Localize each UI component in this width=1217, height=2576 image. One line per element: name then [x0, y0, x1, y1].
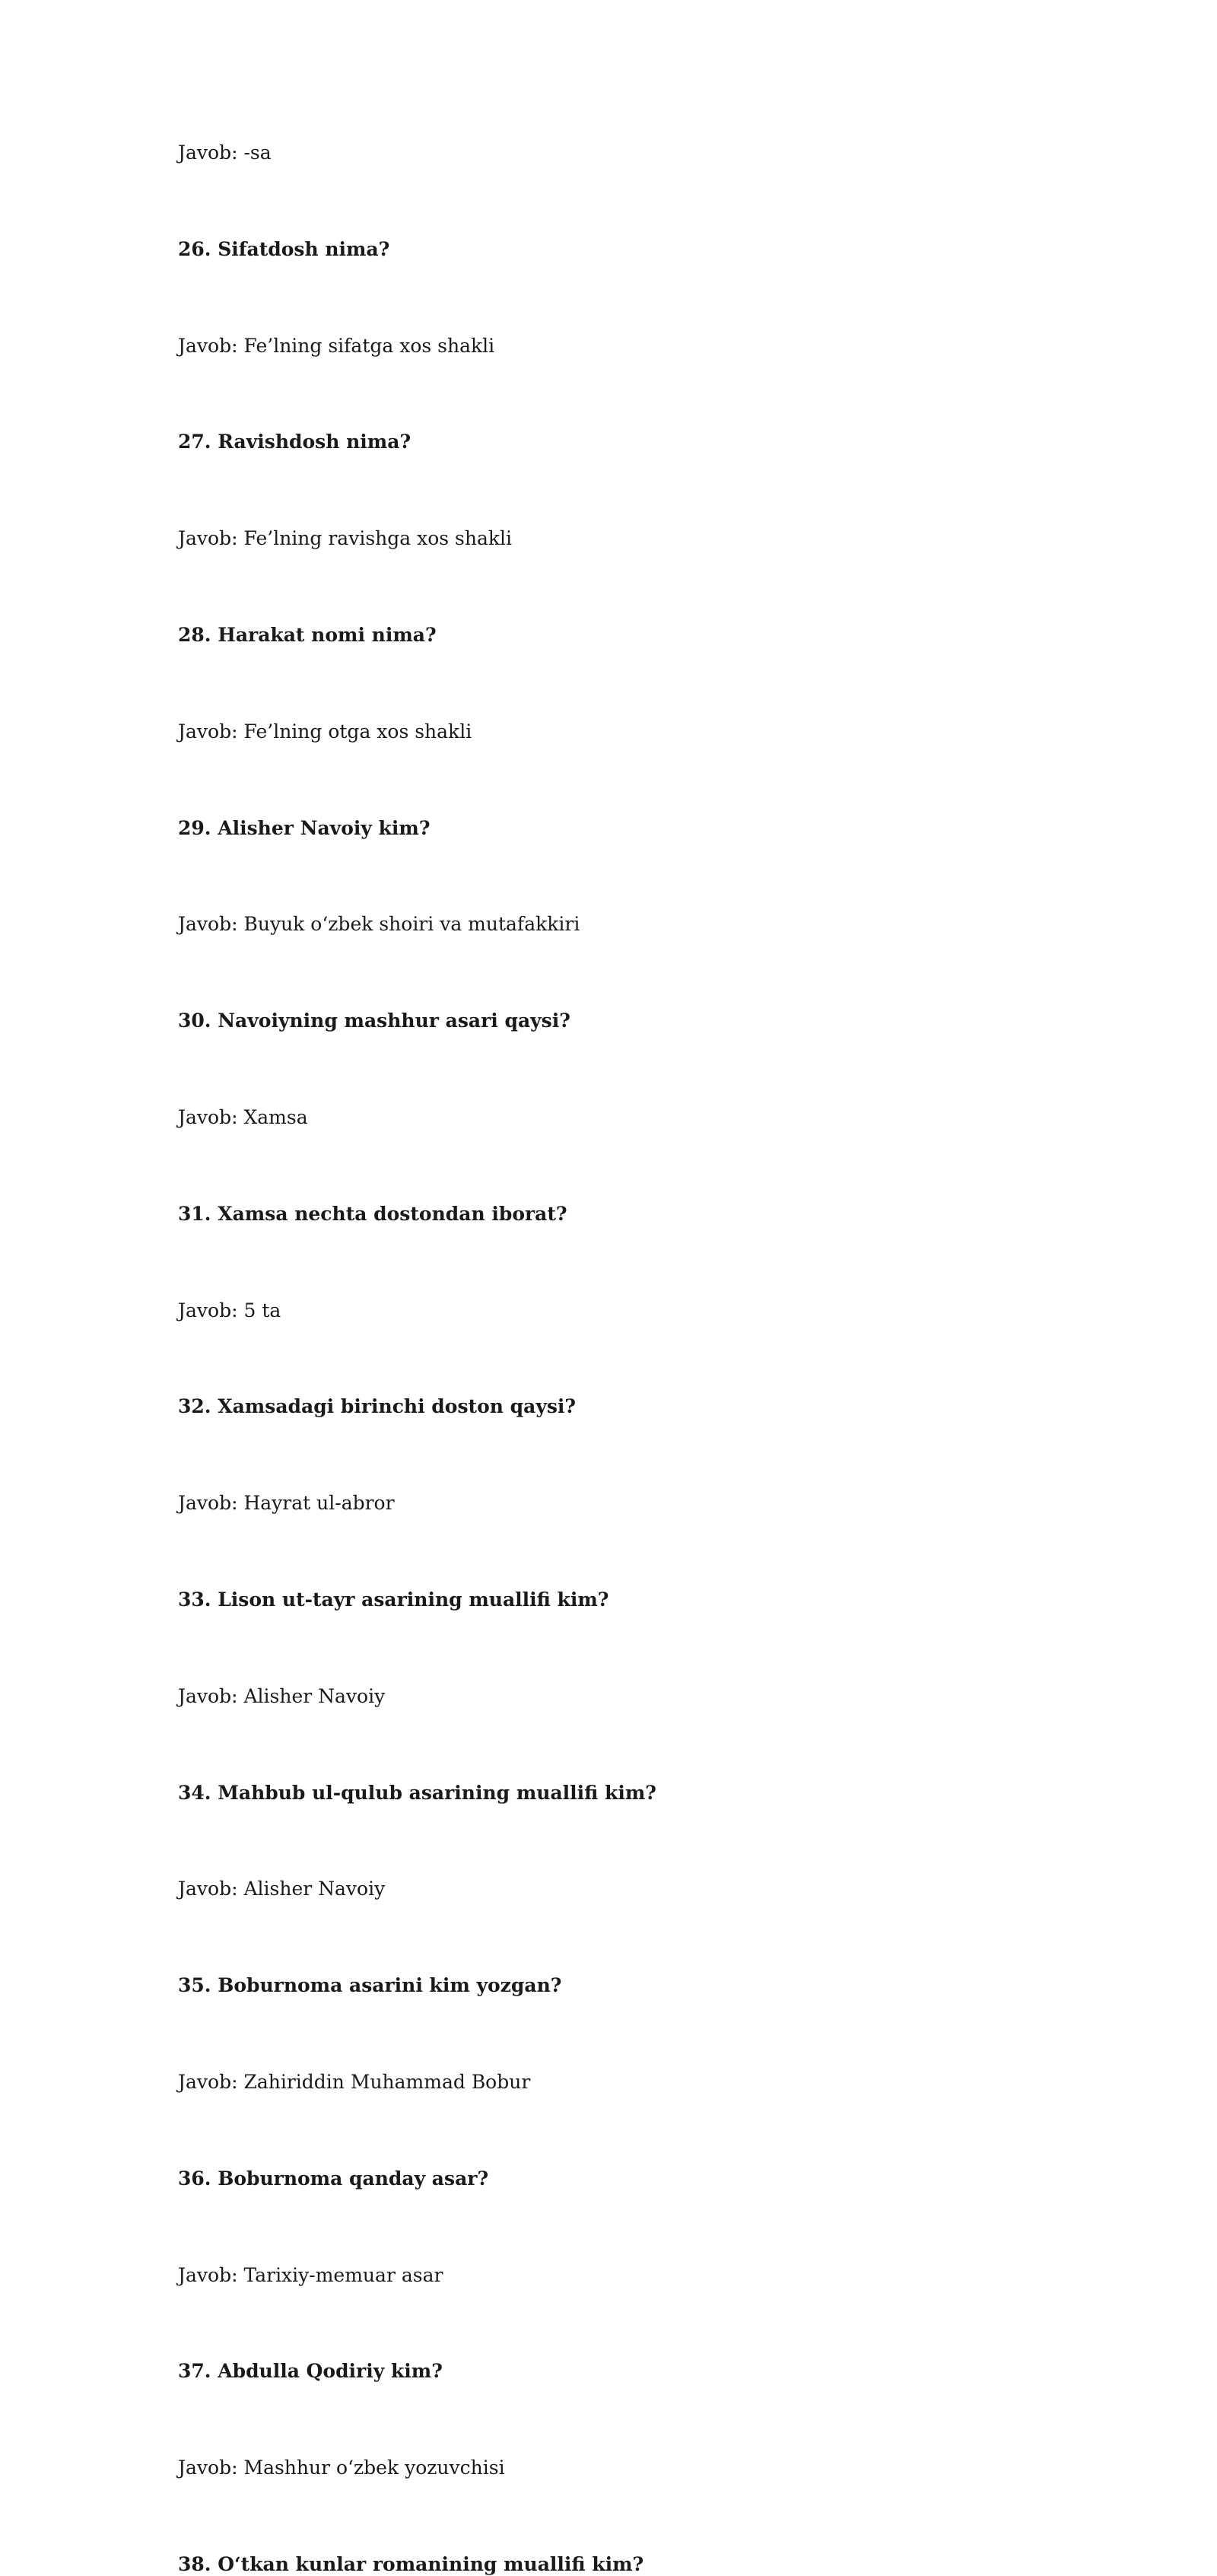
answer-line: Javob: Fe’lning ravishga xos shakli	[178, 527, 513, 550]
answer-line: Javob: Fe’lning sifatga xos shakli	[178, 334, 495, 357]
question-line: 36. Boburnoma qanday asar?	[178, 2167, 489, 2190]
question-line: 29. Alisher Navoiy kim?	[178, 816, 431, 839]
answer-line: Javob: 5 ta	[178, 1299, 281, 1321]
question-line: 33. Lison ut-tayr asarining muallifi kim?	[178, 1589, 609, 1611]
answer-line: Javob: Alisher Navoiy	[178, 1878, 386, 1900]
question-line: 32. Xamsadagi birinchi doston qaysi?	[178, 1395, 577, 1418]
answer-line: Javob: Fe’lning otga xos shakli	[178, 720, 472, 743]
answer-line: Javob: Xamsa	[178, 1106, 308, 1128]
question-line: 31. Xamsa nechta dostondan iborat?	[178, 1202, 567, 1225]
answer-line: Javob: Buyuk o‘zbek shoiri va mutafakkiri	[178, 913, 580, 936]
question-line: 35. Boburnoma asarini kim yozgan?	[178, 1974, 562, 1997]
question-line: 27. Ravishdosh nima?	[178, 431, 411, 453]
answer-line: Javob: Hayrat ul-abror	[178, 1492, 395, 1515]
answer-line: Javob: -sa	[178, 142, 272, 164]
question-line: 34. Mahbub ul-qulub asarining muallifi kim?	[178, 1781, 656, 1804]
question-line: 38. O‘tkan kunlar romanining muallifi kim?	[178, 2553, 644, 2575]
question-line: 28. Harakat nomi nima?	[178, 624, 437, 646]
question-line: 37. Abdulla Qodiriy kim?	[178, 2360, 443, 2383]
answer-line: Javob: Tarixiy-memuar asar	[178, 2263, 443, 2286]
answer-line: Javob: Zahiriddin Muhammad Bobur	[178, 2071, 531, 2093]
question-line: 30. Navoiyning mashhur asari qaysi?	[178, 1010, 570, 1032]
answer-line: Javob: Mashhur o‘zbek yozuvchisi	[178, 2457, 505, 2479]
answer-line: Javob: Alisher Navoiy	[178, 1684, 386, 1707]
question-line: 26. Sifatdosh nima?	[178, 237, 390, 260]
